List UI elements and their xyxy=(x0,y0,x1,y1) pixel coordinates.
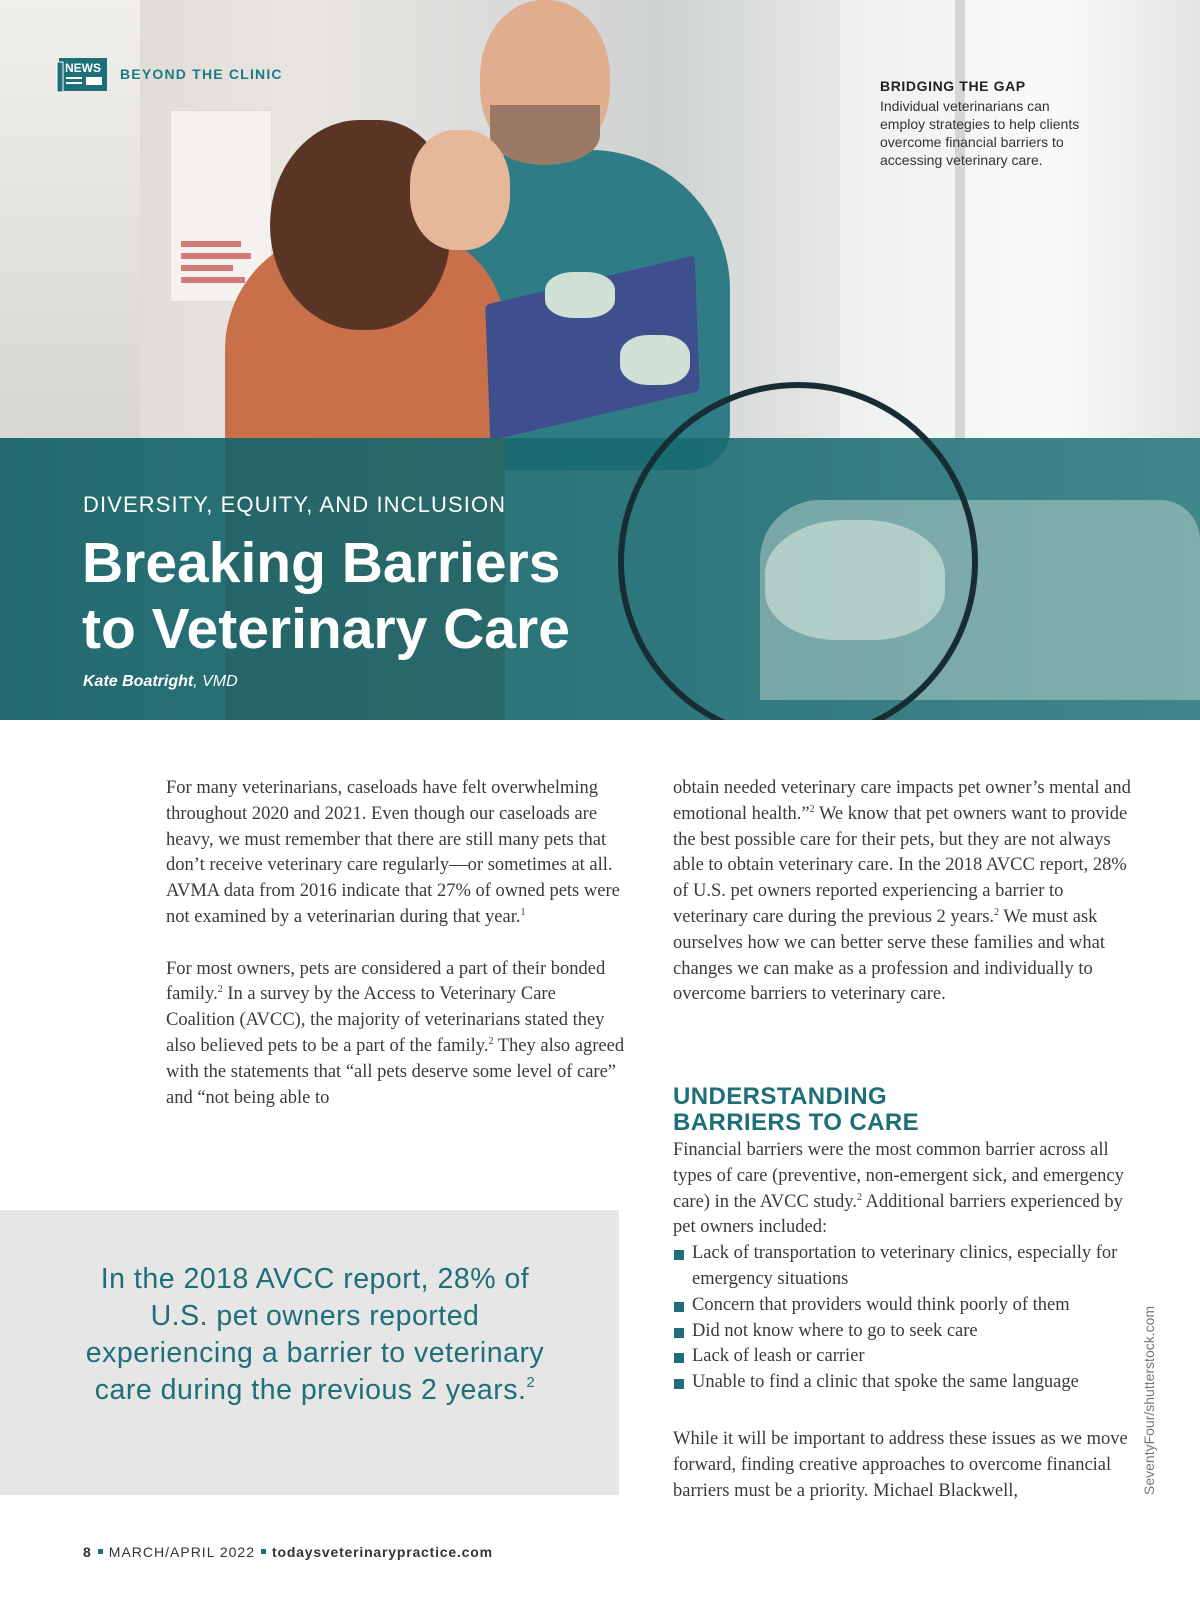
separator-dot xyxy=(98,1549,103,1554)
pull-quote-text: In the 2018 AVCC report, 28% of U.S. pet owners reported experiencing a barrier to veterinary care during the previous 2 years.$^2$ xyxy=(85,1263,545,1406)
pet-owner-face xyxy=(410,130,510,250)
author-name: Kate Boatright xyxy=(83,673,194,690)
list-item: Concern that providers would think poorly of them xyxy=(673,1293,1133,1319)
section-label: BEYOND THE CLINIC xyxy=(120,66,283,82)
body-column-right-end xyxy=(673,1427,1133,1504)
list-item: Lack of transportation to veterinary clinics, especially for emergency situations xyxy=(673,1241,1133,1293)
glove-hand xyxy=(620,335,690,385)
byline xyxy=(83,673,238,691)
reference-marker: 2 xyxy=(217,984,223,996)
reference-marker: 2 xyxy=(526,1374,536,1391)
sidebar-text: Individual veterinarians can employ strategies to help clients overcome financial barriers to accessing veterinary care. xyxy=(880,98,1080,168)
body-column-left xyxy=(166,776,626,1111)
list-item: Did not know where to go to seek care xyxy=(673,1319,1133,1345)
e-collar-cone xyxy=(618,382,978,720)
page-number: 8 xyxy=(83,1544,92,1560)
news-icon xyxy=(56,57,108,93)
page-footer xyxy=(83,1544,493,1560)
veterinarian-beard xyxy=(490,105,600,165)
reference-marker: 2 xyxy=(856,1191,862,1203)
photo-credit: SeventyFour/shutterstock.com xyxy=(1141,1305,1157,1495)
news-icon-label: NEWS xyxy=(65,61,101,75)
window-right xyxy=(840,0,1200,440)
reference-marker: 1 xyxy=(520,906,526,918)
pull-quote xyxy=(0,1210,619,1495)
glove-hand xyxy=(545,272,615,318)
paragraph: For most owners, pets are considered a part of their bonded family.$^2$ In a survey by the Access to Veterinary Care Coalition (AVCC), the majority of veterinarians stated they also believed pets to be a part of the family.$^2$ They also agreed with the statements that “all pets deserve some level of care” and “not being able to xyxy=(166,958,625,1108)
author-credential: , VMD xyxy=(193,673,238,690)
reference-marker: 2 xyxy=(488,1035,494,1047)
article-kicker: DIVERSITY, EQUITY, AND INCLUSION xyxy=(83,492,507,517)
headline-line: to Veterinary Care xyxy=(82,597,570,661)
headline-line: Breaking Barriers xyxy=(82,531,561,595)
body-column-right-section xyxy=(673,1138,1133,1396)
paragraph: Financial barriers were the most common barrier across all types of care (preventive, non-emergent sick, and emergency care) in the AVCC study.$^2$ Additional barriers experienced by pet owners included: xyxy=(673,1140,1124,1238)
paragraph: While it will be important to address these issues as we move forward, finding creative approaches to overcome financial barriers must be a priority. Michael Blackwell, xyxy=(673,1429,1128,1501)
barrier-list xyxy=(673,1241,1133,1396)
paragraph: obtain needed veterinary care impacts pet owner’s mental and emotional health.”$^2$ We know that pet owners want to provide the best possible care for their pets, but they are not always able to obtain veterinary care. In the 2018 AVCC report, 28% of U.S. pet owners reported experiencing a barrier to veterinary care during the previous 2 years.$^2$ We must ask ourselves how we can better serve these families and what changes we can make as a profession and individually to overcome barriers to veterinary care. xyxy=(673,778,1131,1005)
sidebar-title: BRIDGING THE GAP xyxy=(880,78,1026,94)
hero-photo xyxy=(0,0,1200,720)
list-item: Lack of leash or carrier xyxy=(673,1344,1133,1370)
reference-marker: 2 xyxy=(994,906,1000,918)
body-column-right xyxy=(673,776,1133,1008)
reference-marker: 2 xyxy=(809,803,815,815)
window-frame xyxy=(955,0,965,440)
article-headline xyxy=(82,530,570,662)
website-link[interactable]: todaysveterinarypractice.com xyxy=(272,1544,493,1560)
section-subhead: UNDERSTANDING BARRIERS TO CARE xyxy=(673,1083,919,1136)
paragraph: For many veterinarians, caseloads have felt overwhelming throughout 2020 and 2021. Even though our caseloads are heavy, we must remember that there are still many pets that don’t receive veterinary care regularly—or sometimes at all. AVMA data from 2016 indicate that 27% of owned pets were not examined by a veterinarian during that year.$^1$ xyxy=(166,778,620,927)
separator-dot xyxy=(261,1549,266,1554)
issue-date: MARCH/APRIL 2022 xyxy=(108,1544,255,1560)
list-item: Unable to find a clinic that spoke the same language xyxy=(673,1370,1133,1396)
